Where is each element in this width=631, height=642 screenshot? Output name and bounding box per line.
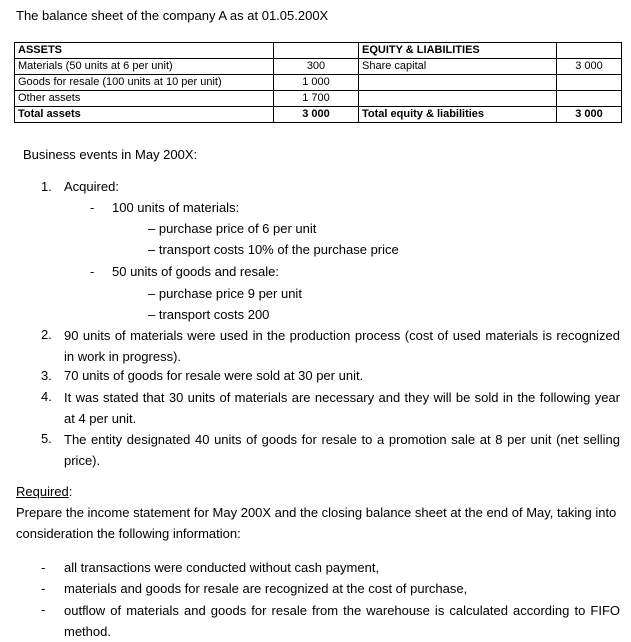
total-assets-label: Total assets	[15, 107, 274, 123]
required-heading-text: Required	[16, 484, 69, 499]
table-header-row	[15, 43, 622, 59]
liability-label	[359, 75, 557, 91]
event-number: 2.	[41, 327, 52, 342]
required-text: Prepare the income statement for May 200X and the closing balance sheet at the end of May, taking into consideration the following information:	[16, 505, 617, 541]
event-subitem: 100 units of materials:	[112, 200, 240, 215]
event-text: 90 units of materials were used in the production process (cost of used materials is recognized in work in progress).	[64, 328, 620, 364]
event-number: 4.	[41, 389, 52, 404]
liabilities-value-header	[557, 43, 622, 59]
asset-label: Materials (50 units at 6 per unit)	[15, 59, 274, 75]
table-row	[15, 91, 622, 107]
event-text: Acquired:	[64, 179, 119, 194]
event-detail: – transport costs 200	[148, 307, 270, 322]
table-row	[15, 59, 622, 75]
liability-label: Share capital	[359, 59, 557, 75]
asset-value: 1 700	[274, 91, 359, 107]
balance-sheet-table	[14, 42, 622, 123]
asset-label: Goods for resale (100 units at 10 per unit)	[15, 75, 274, 91]
event-detail: – transport costs 10% of the purchase price	[148, 242, 399, 257]
list-dash: -	[90, 200, 95, 215]
assets-header: ASSETS	[15, 43, 274, 59]
event-text: It was stated that 30 units of materials are necessary and they will be sold in the following year at 4 per unit.	[64, 390, 620, 426]
event-text: 70 units of goods for resale were sold at 30 per unit.	[64, 368, 364, 383]
asset-value: 300	[274, 59, 359, 75]
page-title: The balance sheet of the company A as at 01.05.200X	[16, 8, 329, 23]
event-text: The entity designated 40 units of goods for resale to a promotion sale at 8 per unit (net selling price).	[64, 432, 620, 468]
total-row	[15, 107, 622, 123]
requirement-item: materials and goods for resale are recognized at the cost of purchase,	[64, 581, 468, 596]
events-heading: Business events in May 200X:	[23, 147, 198, 162]
total-assets-value: 3 000	[274, 107, 359, 123]
event-subitem: 50 units of goods and resale:	[112, 264, 279, 279]
asset-label: Other assets	[15, 91, 274, 107]
event-number: 1.	[41, 179, 52, 194]
assets-value-header	[274, 43, 359, 59]
event-detail: – purchase price 9 per unit	[148, 286, 302, 301]
event-detail: – purchase price of 6 per unit	[148, 221, 317, 236]
table-row	[15, 75, 622, 91]
requirement-item: all transactions were conducted without cash payment,	[64, 560, 380, 575]
list-dash: -	[41, 602, 46, 617]
liability-value: 3 000	[557, 59, 622, 75]
list-dash: -	[41, 560, 46, 575]
total-liabilities-label: Total equity & liabilities	[359, 107, 557, 123]
list-dash: -	[90, 264, 95, 279]
total-liabilities-value: 3 000	[557, 107, 622, 123]
requirement-item: outflow of materials and goods for resale from the warehouse is calculated according to FIFO method.	[64, 603, 620, 639]
liability-label	[359, 91, 557, 107]
required-colon: :	[68, 484, 73, 499]
event-number: 3.	[41, 368, 52, 383]
liabilities-header: EQUITY & LIABILITIES	[359, 43, 557, 59]
liability-value	[557, 75, 622, 91]
required-heading	[16, 482, 72, 502]
list-dash: -	[41, 581, 46, 596]
event-number: 5.	[41, 431, 52, 446]
asset-value: 1 000	[274, 75, 359, 91]
liability-value	[557, 91, 622, 107]
